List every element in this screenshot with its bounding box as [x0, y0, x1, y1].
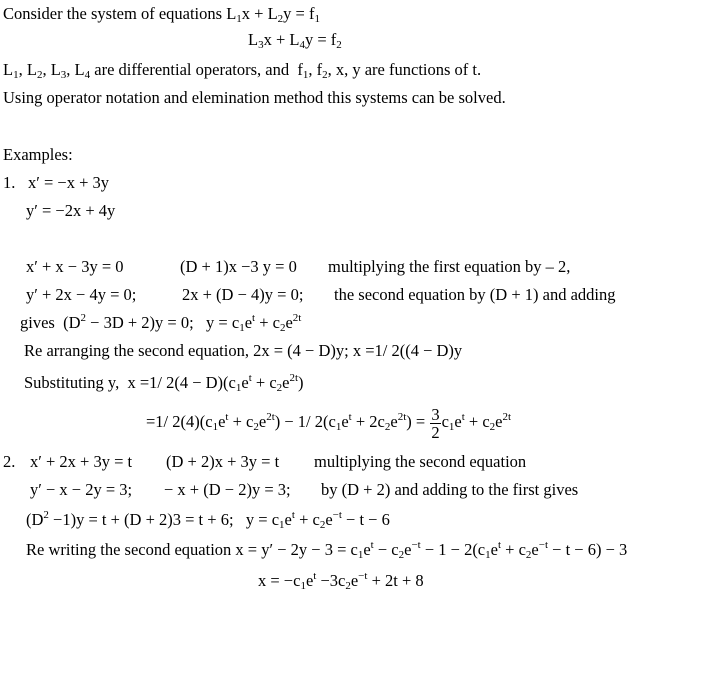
example-1-note-b: the second equation by (D + 1) and adding [334, 285, 616, 304]
example-1-number: 1. [3, 173, 16, 192]
example-1-rearrange-line [24, 341, 462, 361]
intro-text: Consider the system of equations [3, 4, 223, 23]
intro-line-1: Consider the system of equations $L_1x + L_2y = f_1$ [3, 4, 320, 25]
example-1-gives-line: gives $(D^2 - 3D + 2)y = 0$; $y = c_1e^t + c_2e^{2t}$ [20, 312, 302, 334]
example-2-number: 2. [3, 452, 16, 471]
fraction-denominator: 2 [431, 422, 440, 442]
intro-operators-text: are differential operators, and [94, 60, 290, 79]
example-1-eq-a2: (D + 1)x −3 y = 0 [180, 257, 297, 276]
example-1-result-line: =1/ $2(4)(c_1e^t + c_2e^{2t}) - 1/$ $2(c_1e^t + 2c_2e^{2t})$ = $\frac{3}{2}$ $c_1e^t + c_2e^{2t}$ [146, 404, 512, 442]
example-2-eq-a2: (D + 2)x + 3y = t [166, 452, 280, 471]
example-1-eq-b1: y′ + 2x − 4y = 0; [26, 285, 137, 304]
example-2-rewrite-line: Re writing the second equation $x = y' - 2y - 3 = c_1e^t - c_2e^{-t} - 1 - 2(c_1e^t + c_2e^{-t} - t - 6) - 3$ [26, 539, 628, 561]
example-2-note-b: by (D + 2) and adding to the first gives [321, 480, 579, 499]
example-1-eq-b2: 2x + (D − 4)y = 0; [182, 285, 304, 304]
example-2-solution-line: $(D^2 -1)y = t + (D + 2)3 = t + 6$; $y = c_1e^t + c_2e^{-t} - t - 6$ [26, 509, 390, 531]
fraction-three-halves [430, 406, 440, 441]
example-2-note-a: multiplying the second equation [314, 452, 527, 471]
example-1-system-eq1: x′ = −x + 3y [28, 173, 110, 192]
example-1-substitute-line: Substituting y, x =1/ $2(4 - D)(c_1e^t + c_2e^{2t})$ [24, 372, 304, 394]
rearrange-eq: 2x = (4 − D)y; x =1/ 2((4 − D)y [253, 341, 463, 360]
examples-heading: Examples: [3, 145, 73, 164]
gives-word: gives [20, 313, 55, 332]
example-1-eq-a1: x′ + x − 3y = 0 [26, 257, 124, 276]
example-1-note-a: multiplying the first equation by – 2, [328, 257, 571, 276]
fraction-numerator: 3 [431, 404, 440, 424]
substitute-text: Substituting y, [24, 373, 120, 392]
rearrange-text: Re arranging the second equation, [24, 341, 249, 360]
rewrite-text: Re writing the second equation [26, 540, 232, 559]
intro-line-2: $L_3x + L_4y = f_2$ [248, 30, 342, 51]
example-2-eq-b1: y′ − x − 2y = 3; [30, 480, 133, 499]
intro-functions-text: are functions of t. [364, 60, 482, 79]
example-2-eq-a1: x′ + 2x + 3y = t [30, 452, 133, 471]
example-2-final-line: $x = -c_1e^t -3c_2e^{-t} + 2t + 8$ [258, 570, 424, 592]
example-2-eq-b2: − x + (D − 2)y = 3; [164, 480, 291, 499]
example-1-system-eq2: y′ = −2x + 4y [26, 201, 116, 220]
intro-line-4: Using operator notation and elemination method this systems can be solved. [3, 88, 506, 107]
intro-line-3: $L_1$, $L_2$, $L_3$, $L_4$ are differential operators, and $f_1$, $f_2$, x, y are functions of t. [3, 60, 482, 81]
